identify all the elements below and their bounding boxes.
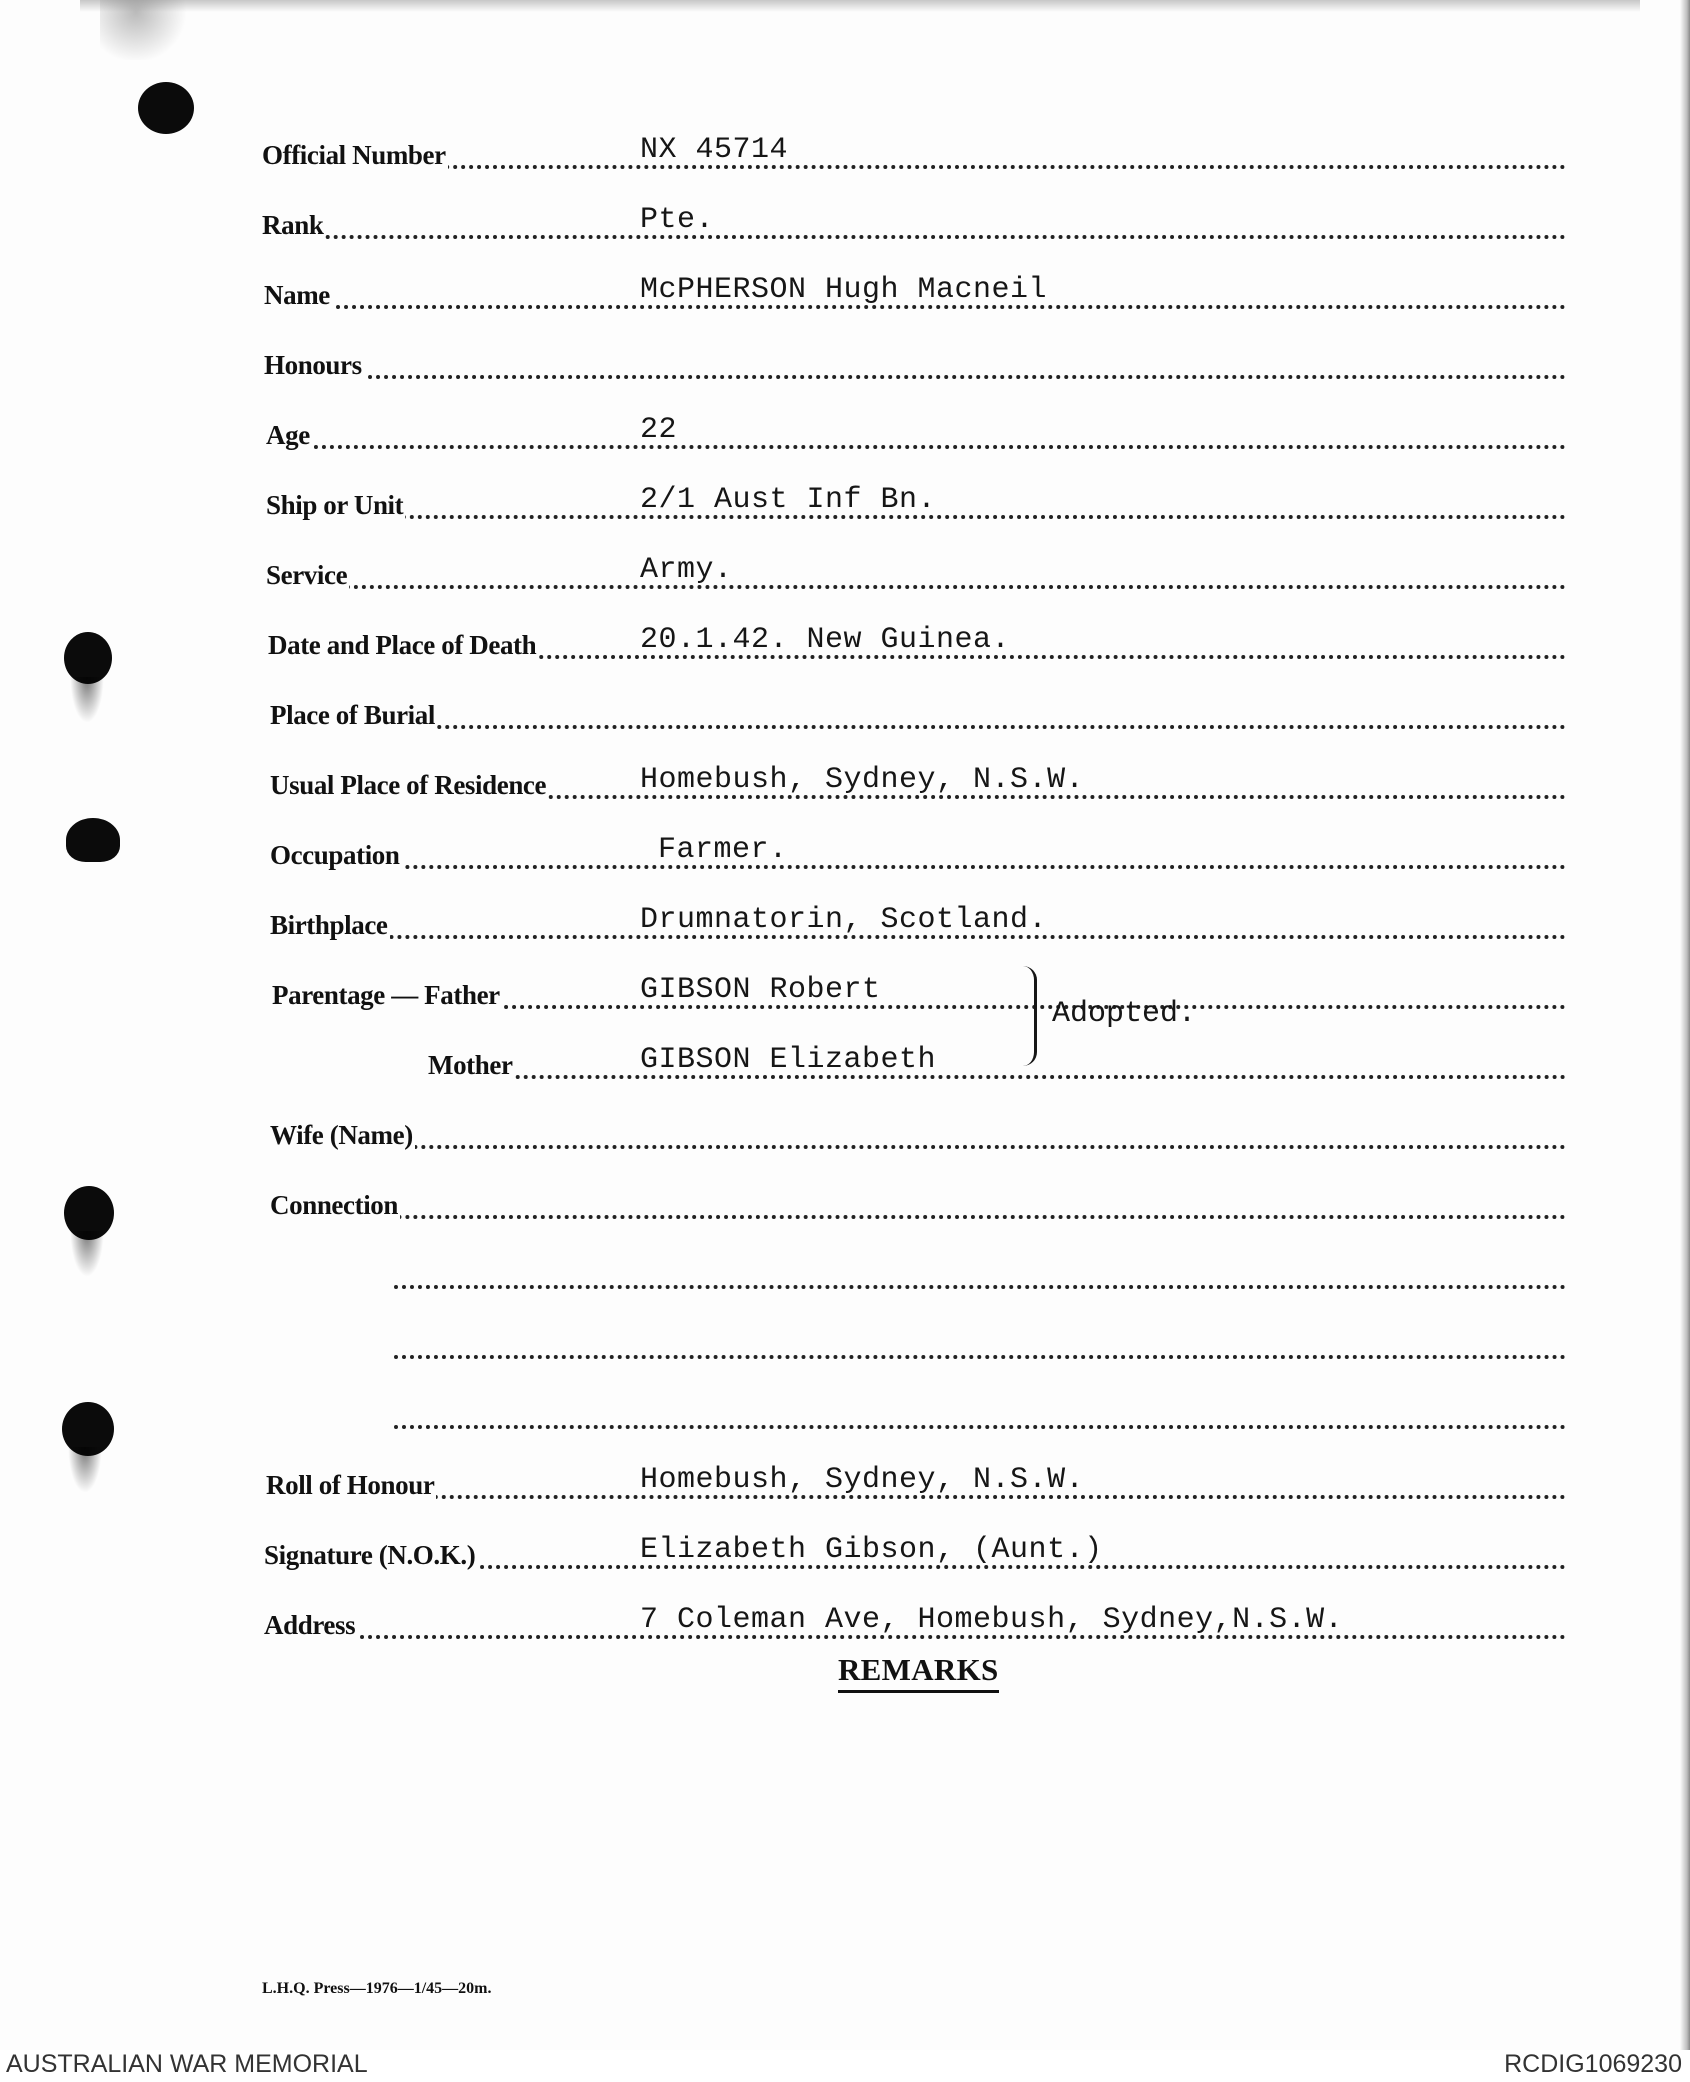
field-label: Parentage — Father — [272, 980, 500, 1010]
field-label: Mother — [428, 1050, 513, 1080]
field-value: Farmer. — [658, 833, 788, 867]
field-value: Army. — [640, 553, 733, 587]
dotted-leader — [270, 1215, 1566, 1219]
field-wife — [0, 1107, 1690, 1157]
field-label: Ship or Unit — [266, 490, 404, 520]
field-value: 2/1 Aust Inf Bn. — [640, 483, 937, 517]
field-value: 22 — [640, 413, 678, 447]
parentage-note: Adopted. — [1052, 997, 1197, 1031]
dotted-leader — [266, 585, 1566, 589]
field-connection — [0, 1177, 1690, 1227]
field-value: Homebush, Sydney, N.S.W. — [640, 1463, 1085, 1497]
field-value: Pte. — [640, 203, 715, 237]
dotted-leader — [394, 1285, 1566, 1289]
field-value: NX 45714 — [640, 133, 789, 167]
dotted-leader — [270, 725, 1566, 729]
field-label: Signature (N.O.K.) — [264, 1540, 476, 1570]
field-value: McPHERSON Hugh Macneil — [640, 273, 1048, 307]
remarks-heading: REMARKS — [838, 1652, 999, 1693]
field-honours — [0, 337, 1690, 387]
footer-archive-name: AUSTRALIAN WAR MEMORIAL — [6, 2050, 368, 2078]
field-birthplace — [0, 897, 1690, 947]
blank-line — [0, 1387, 1690, 1437]
field-label: Place of Burial — [270, 700, 435, 730]
field-label: Service — [266, 560, 348, 590]
field-signature-nok — [0, 1527, 1690, 1577]
field-label: Address — [264, 1610, 356, 1640]
field-label: Connection — [270, 1190, 399, 1220]
field-value: 7 Coleman Ave, Homebush, Sydney,N.S.W. — [640, 1603, 1344, 1637]
dotted-leader — [266, 445, 1566, 449]
bracket-mark — [1016, 966, 1037, 1066]
dotted-leader — [270, 1145, 1566, 1149]
field-value: GIBSON Elizabeth — [640, 1043, 937, 1077]
field-address — [0, 1597, 1690, 1647]
field-label: Date and Place of Death — [268, 630, 537, 660]
scan-top-edge — [80, 0, 1640, 12]
field-roll-of-honour — [0, 1457, 1690, 1507]
dotted-leader — [270, 865, 1566, 869]
field-label: Roll of Honour — [266, 1470, 435, 1500]
field-label: Occupation — [270, 840, 400, 870]
dotted-leader — [264, 375, 1566, 379]
printer-imprint: L.H.Q. Press—1976—1/45—20m. — [262, 1980, 492, 1997]
field-place-of-burial — [0, 687, 1690, 737]
field-date-place-of-death — [0, 617, 1690, 667]
field-value: GIBSON Robert — [640, 973, 881, 1007]
field-value: 20.1.42. New Guinea. — [640, 623, 1011, 657]
field-occupation — [0, 827, 1690, 877]
field-label: Age — [266, 420, 310, 450]
field-label: Usual Place of Residence — [270, 770, 547, 800]
dotted-leader — [394, 1425, 1566, 1429]
field-age — [0, 407, 1690, 457]
field-official-number — [0, 127, 1690, 177]
field-label: Honours — [264, 350, 362, 380]
field-usual-place-of-residence — [0, 757, 1690, 807]
dotted-leader — [262, 165, 1566, 169]
field-rank — [0, 197, 1690, 247]
field-label: Official Number — [262, 140, 446, 170]
field-value: Elizabeth Gibson, (Aunt.) — [640, 1533, 1103, 1567]
field-name — [0, 267, 1690, 317]
field-parentage-mother — [0, 1037, 1690, 1087]
field-label: Birthplace — [270, 910, 388, 940]
field-ship-or-unit — [0, 477, 1690, 527]
dotted-leader — [394, 1355, 1566, 1359]
blank-line — [0, 1317, 1690, 1367]
dotted-leader — [262, 235, 1566, 239]
field-label: Rank — [262, 210, 324, 240]
field-label: Name — [264, 280, 330, 310]
field-value: Homebush, Sydney, N.S.W. — [640, 763, 1085, 797]
field-value: Drumnatorin, Scotland. — [640, 903, 1048, 937]
field-service — [0, 547, 1690, 597]
scan-speck — [100, 0, 190, 60]
footer-record-id: RCDIG1069230 — [1504, 2050, 1682, 2078]
blank-line — [0, 1247, 1690, 1297]
dotted-leader — [428, 1075, 1566, 1079]
field-parentage-father — [0, 967, 1690, 1017]
field-label: Wife (Name) — [270, 1120, 413, 1150]
